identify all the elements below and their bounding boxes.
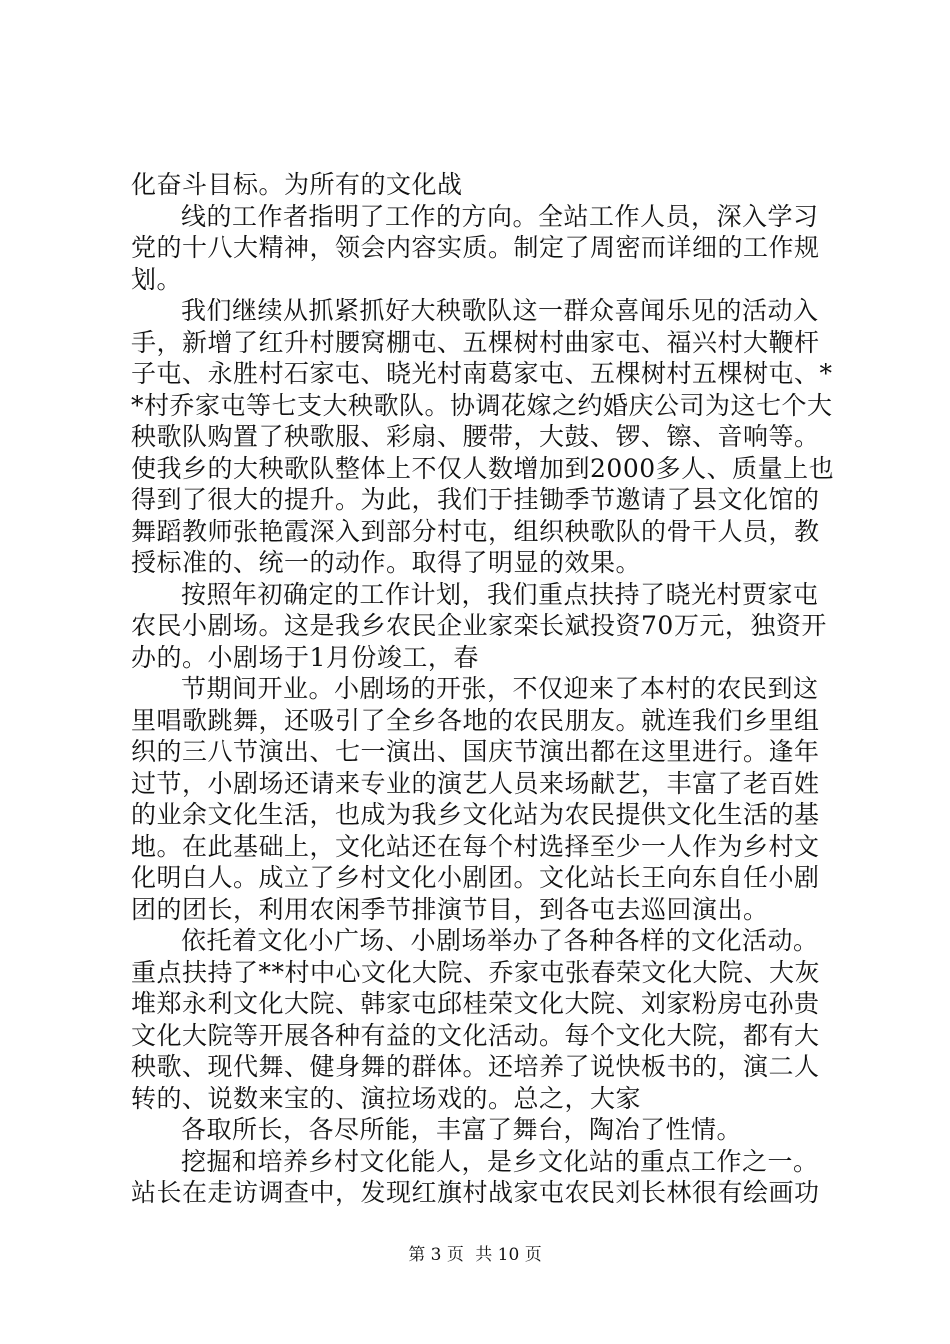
text-line: 舞蹈教师张艳霞深入到部分村屯，组织秧歌队的骨干人员，教 [131,516,820,546]
text-line: 节期间开业。小剧场的开张，不仅迎来了本村的农民到这 [181,674,819,703]
text-line: 子屯、永胜村石家屯、晓光村南葛家屯、五棵树村五棵树屯、* [131,359,833,388]
text-line: 各取所长，各尽所能，丰富了舞台，陶冶了性情。 [181,1115,743,1144]
text-line: 线的工作者指明了工作的方向。全站工作人员，深入学习 [181,201,819,231]
page-footer [0,1244,950,1266]
text-line: 文化大院等开展各种有益的文化活动。每个文化大院，都有大 [131,1020,820,1050]
text-line: 使我乡的大秧歌队整体上不仅人数增加到2000多人、质量上也 [131,453,835,483]
text-line: 划。 [131,264,183,294]
text-line: 秧歌、现代舞、健身舞的群体。还培养了说快板书的，演二人 [131,1052,820,1081]
text-line: 团的团长，利用农闲季节排演节目，到各屯去巡回演出。 [131,894,769,924]
text-line: 手，新增了红升村腰窝棚屯、五棵树村曲家屯、福兴村大鞭杆 [131,327,820,357]
text-line: 按照年初确定的工作计划，我们重点扶持了晓光村贾家屯 [181,579,819,609]
text-line: 站长在走访调查中，发现红旗村战家屯农民刘长林很有绘画功 [131,1178,820,1207]
document-body [131,169,835,1209]
text-line: 堆郑永利文化大院、韩家屯邱桂荣文化大院、刘家粉房屯孙贵 [131,989,820,1018]
text-line: 过节，小剧场还请来专业的演艺人员来场献艺，丰富了老百姓 [131,768,820,798]
text-line: 地。在此基础上，文化站还在每个村选择至少一人作为乡村文 [131,831,820,861]
text-line: 重点扶持了**村中心文化大院、乔家屯张春荣文化大院、大灰 [131,957,821,987]
text-line: 依托着文化小广场、小剧场举办了各种各样的文化活动。 [181,926,819,955]
text-line: 秧歌队购置了秧歌服、彩扇、腰带，大鼓、锣、镲、音响等。 [131,422,820,451]
text-line: 得到了很大的提升。为此，我们于挂锄季节邀请了县文化馆的 [131,485,820,514]
text-line: 我们继续从抓紧抓好大秧歌队这一群众喜闻乐见的活动入 [181,296,819,325]
text-line: *村乔家屯等七支大秧歌队。协调花嫁之约婚庆公司为这七个大 [131,390,833,420]
text-line: 里唱歌跳舞，还吸引了全乡各地的农民朋友。就连我们乡里组 [131,705,820,735]
text-line: 授标准的、统一的动作。取得了明显的效果。 [131,548,642,577]
text-line: 的业余文化生活，也成为我乡文化站为农民提供文化生活的基 [131,800,820,829]
page-total: 共 10 页 [475,1245,542,1265]
text-line: 化奋斗目标。为所有的文化战 [131,170,463,199]
text-line: 化明白人。成立了乡村文化小剧团。文化站长王向东自任小剧 [131,863,820,892]
text-line: 党的十八大精神，领会内容实质。制定了周密而详细的工作规 [131,233,820,262]
text-line: 挖掘和培养乡村文化能人，是乡文化站的重点工作之一。 [181,1146,819,1176]
text-line: 农民小剧场。这是我乡农民企业家栾长斌投资70万元，独资开 [131,611,827,640]
text-line: 织的三八节演出、七一演出、国庆节演出都在这里进行。逢年 [131,737,820,766]
page-number: 第 3 页 [408,1245,464,1265]
text-line: 办的。小剧场于1月份竣工，春 [131,642,479,672]
text-line: 转的、说数来宝的、演拉场戏的。总之，大家 [131,1083,642,1113]
